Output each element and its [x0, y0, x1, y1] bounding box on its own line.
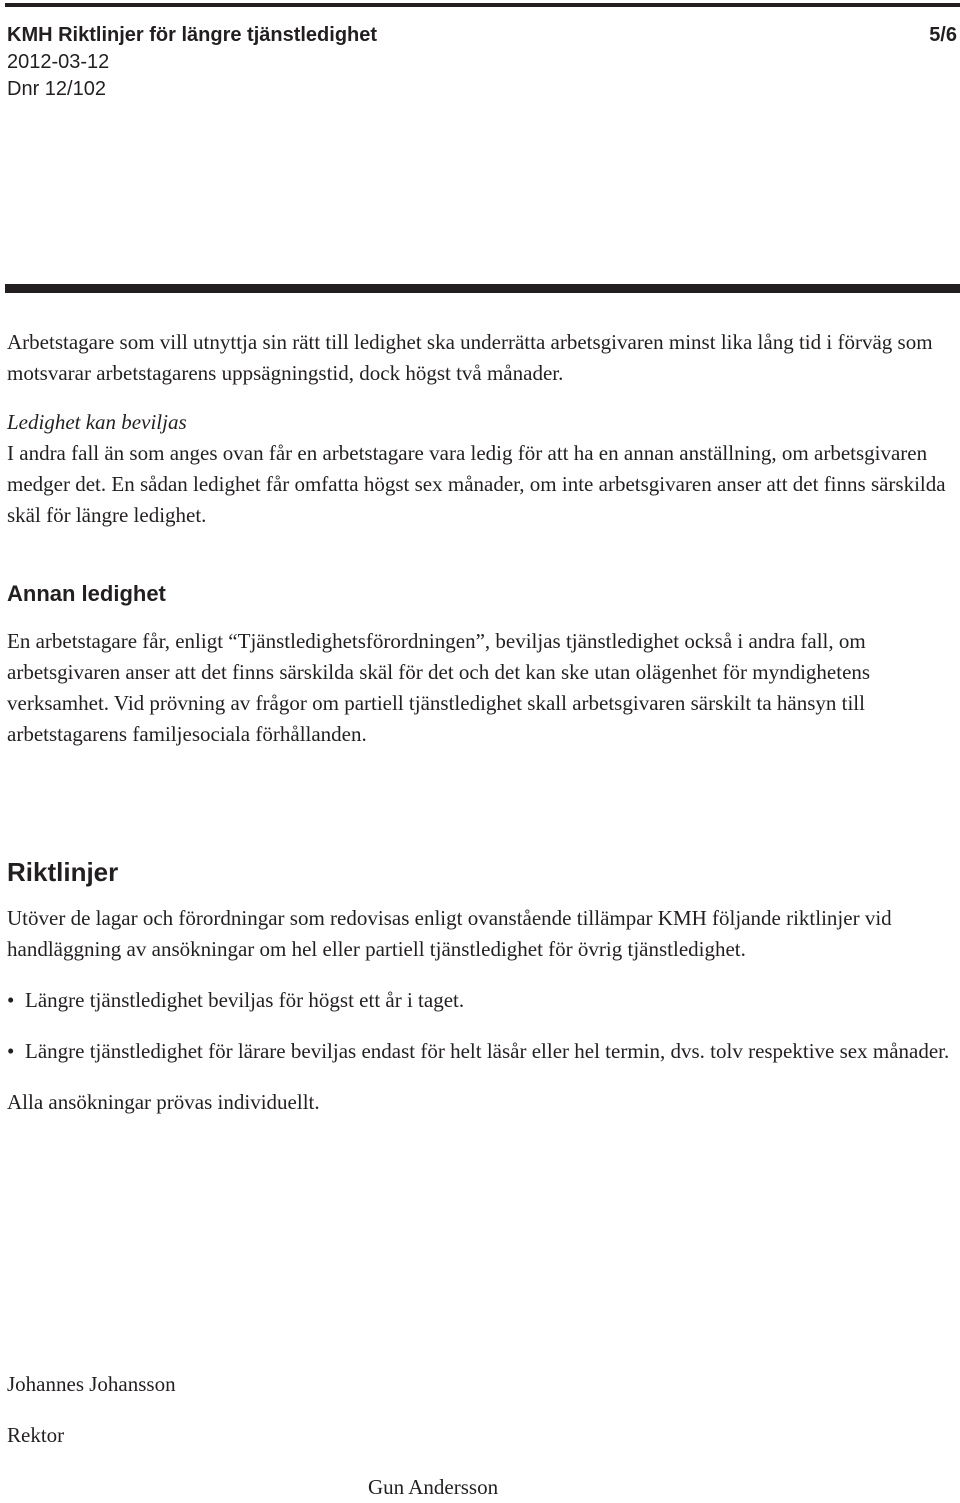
signature-block [7, 1369, 955, 1451]
section-paragraph-riktlinjer: Utöver de lagar och förordningar som redovisas enligt ovanstående tillämpar KMH följande riktlinjer vid handläggning av ansökningar om hel eller partiell tjänstledighet för övrig tjänstledighet. [7, 906, 892, 961]
header-divider [5, 284, 960, 293]
bullet-icon: • [7, 1039, 15, 1063]
section-heading-riktlinjer: Riktlinjer [7, 857, 119, 887]
section-heading-annan-ledighet: Annan ledighet [7, 581, 166, 606]
page-header [7, 22, 957, 103]
document-date: 2012-03-12 [7, 51, 110, 73]
list-item [7, 1036, 955, 1067]
header-title-row [7, 22, 957, 49]
second-signatory-name: Gun Andersson [368, 1475, 499, 1499]
document-title: KMH Riktlinjer för längre tjänstledighet [7, 24, 378, 46]
closing-statement: Alla ansökningar prövas individuellt. [7, 1090, 320, 1114]
signatory-title: Rektor [7, 1423, 65, 1447]
list-item [7, 985, 955, 1016]
list-item-text: Längre tjänstledighet beviljas för högst ett år i taget. [25, 988, 465, 1012]
section-paragraph-ledighet-kan-beviljas: I andra fall än som anges ovan får en arbetstagare vara ledig för att ha en annan anställning, om arbetsgivaren medger det. En sådan ledighet får omfatta högst sex månader, om inte arbetsgivaren anser att det finns särskilda skäl för längre ledighet. [7, 441, 946, 527]
guideline-list [7, 985, 955, 1067]
document-body [7, 327, 955, 1118]
bullet-icon: • [7, 988, 15, 1012]
page-number: 5/6 [929, 24, 957, 46]
section-paragraph-annan-ledighet: En arbetstagare får, enligt “Tjänstledighetsförordningen”, beviljas tjänstledighet också i andra fall, om arbetsgivaren anser att det finns särskilda skäl för det och det kan ske utan olägenhet för myndighetens verksamhet. Vid prövning av frågor om partiell tjänstledighet skall arbetsgivaren särskilt ta hänsyn till arbetstagarens familjesociala förhållanden. [7, 629, 871, 746]
document-reference-number: Dnr 12/102 [7, 78, 106, 100]
top-rule [5, 3, 960, 7]
list-item-text: Längre tjänstledighet för lärare beviljas endast för helt läsår eller hel termin, dvs. tolv respektive sex månader. [25, 1039, 950, 1063]
intro-paragraph: Arbetstagare som vill utnyttja sin rätt till ledighet ska underrätta arbetsgivaren minst lika lång tid i förväg som motsvarar arbetstagarens uppsägningstid, dock högst två månader. [7, 330, 933, 385]
signatory-name: Johannes Johansson [7, 1372, 176, 1396]
section-heading-ledighet-kan-beviljas: Ledighet kan beviljas [7, 410, 187, 434]
